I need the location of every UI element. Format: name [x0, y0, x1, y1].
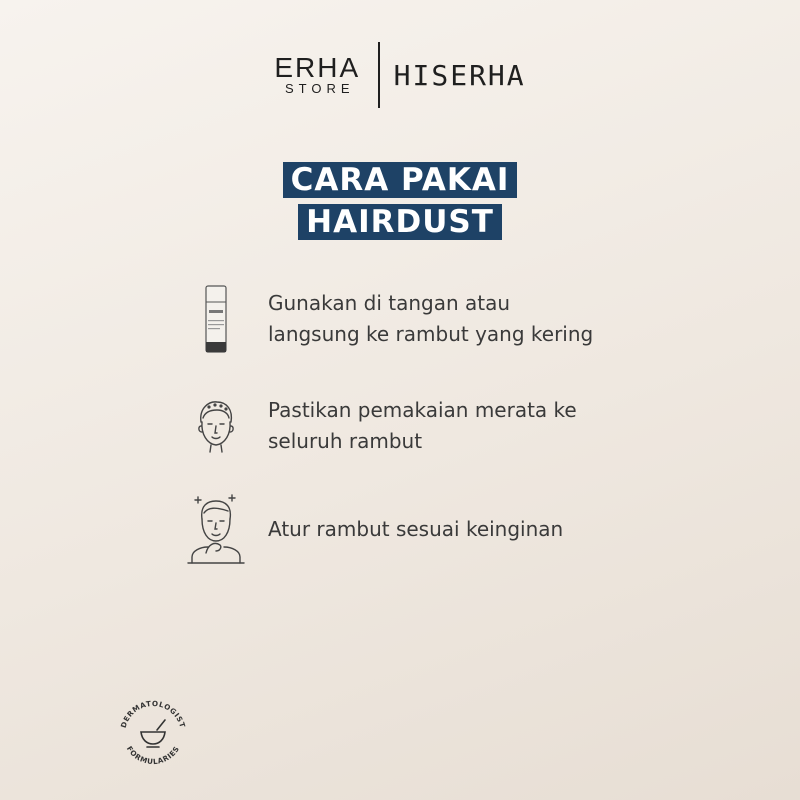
badge-top-text: DERMATOLOGIST — [118, 698, 188, 730]
step-2-text: Pastikan pemakaian merata ke seluruh rambut — [268, 398, 577, 453]
brand-logos — [0, 40, 800, 110]
logo-divider — [378, 42, 380, 108]
step-1 — [186, 284, 593, 354]
man-styling-hair-icon — [186, 493, 246, 565]
hairdust-bottle-icon — [186, 284, 246, 354]
dermatologist-formularies-badge — [113, 694, 193, 774]
mortar-pestle-icon — [141, 720, 165, 747]
erha-store-logo — [274, 54, 360, 96]
title-line-1: CARA PAKAI — [283, 162, 518, 198]
title-line-2: HAIRDUST — [298, 204, 502, 240]
badge-bottom-text: FORMULARIES — [124, 744, 182, 767]
step-2 — [186, 395, 577, 457]
svg-text:DERMATOLOGIST — [119, 699, 188, 729]
hiserha-logo: HISERHA — [393, 58, 526, 92]
step-3 — [186, 493, 563, 565]
step-1-text: Gunakan di tangan atau langsung ke rambut yang kering — [268, 291, 594, 346]
erha-logo-text: ERHA — [274, 52, 361, 83]
man-head-icon — [186, 398, 246, 454]
page-title — [0, 162, 800, 240]
step-3-text: Atur rambut sesuai keinginan — [268, 516, 564, 541]
store-logo-text: STORE — [284, 81, 355, 96]
